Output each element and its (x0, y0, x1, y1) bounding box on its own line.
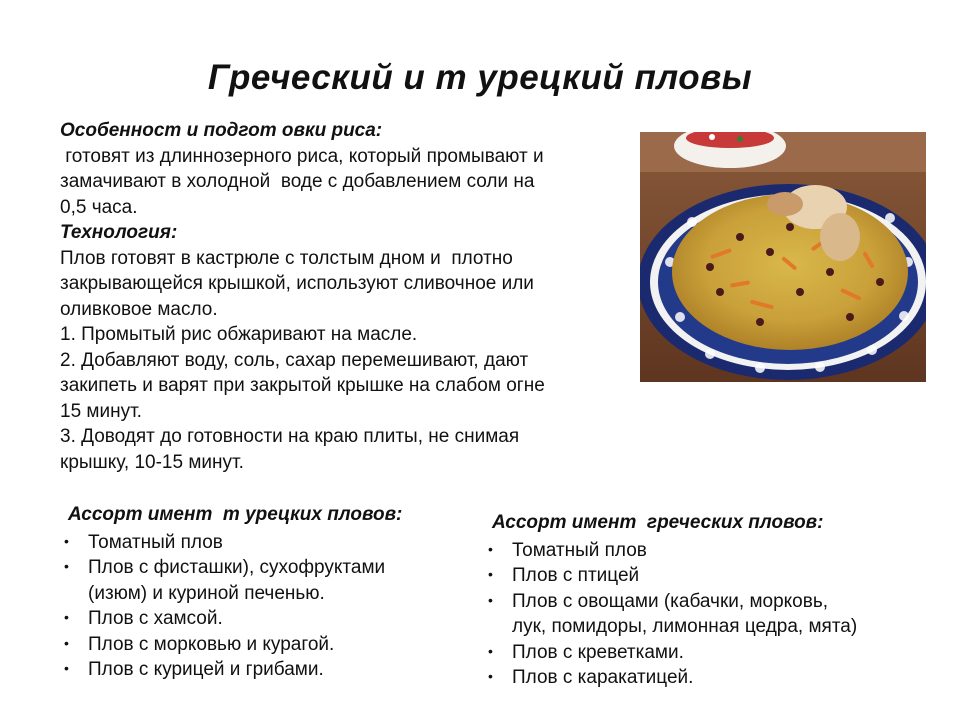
list-item (60, 606, 440, 632)
technology-step-3: 3. Доводят до готовности на краю плиты, не снимая (60, 426, 520, 447)
list-item (60, 632, 440, 658)
rice-preparation-section (60, 118, 620, 475)
list-item (484, 538, 924, 564)
list-item (484, 589, 924, 640)
list-item-text: Плов с овощами (кабачки, морковь, (512, 590, 829, 612)
list-item-text: Плов с каракатицей. (512, 667, 694, 688)
turkish-items (60, 530, 440, 683)
list-item-text: Томатный плов (512, 539, 647, 561)
turkish-list-heading: Ассорт имент т урецких пловов: (68, 504, 403, 525)
list-item (60, 530, 440, 556)
turkish-pilaf-list (60, 502, 440, 683)
bullet-icon: • (488, 642, 493, 659)
rice-heading: Особенност и подгот овки риса: (60, 120, 383, 141)
greek-pilaf-list (484, 510, 924, 691)
technology-text-line: оливковое масло. (60, 298, 218, 320)
bullet-icon: • (488, 668, 493, 684)
technology-text-line: Плов готовят в кастрюле с толстым дном и плотно (60, 247, 513, 269)
greek-items (484, 538, 924, 691)
list-item-text: Томатный плов (88, 531, 223, 553)
technology-heading: Технология: (60, 222, 178, 243)
list-item (484, 665, 924, 691)
bullet-icon: • (64, 609, 69, 625)
bullet-icon: • (64, 660, 69, 676)
bullet-icon: • (488, 591, 493, 608)
bullet-icon: • (64, 634, 69, 651)
list-item (484, 563, 924, 589)
list-item (60, 657, 440, 683)
technology-step-2-cont: 15 минут. (60, 400, 142, 422)
list-item-text: Плов с курицей и грибами. (88, 659, 324, 680)
list-item-text: (изюм) и куриной печенью. (88, 582, 325, 604)
list-item-text: Плов с фисташки), сухофруктами (88, 557, 386, 578)
list-item (60, 555, 440, 606)
bullet-icon: • (488, 540, 493, 557)
rice-text-line: замачивают в холодной воде с добавлением соли на (60, 171, 535, 192)
list-item (484, 640, 924, 666)
pilaf-plate-image (640, 132, 926, 382)
list-item-text: Плов с морковью и курагой. (88, 633, 335, 655)
rice-text-line: 0,5 часа. (60, 196, 138, 218)
technology-step-1: 1. Промытый рис обжаривают на масле. (60, 324, 418, 345)
technology-step-2: 2. Добавляют воду, соль, сахар перемешивают, дают (60, 349, 529, 371)
bullet-icon: • (488, 566, 493, 582)
rice-text-line: готовят из длиннозерного риса, который промывают и (60, 145, 544, 167)
list-item-text: Плов с креветками. (512, 641, 684, 663)
technology-text-line: закрывающейся крышкой, используют сливочное или (60, 273, 534, 294)
technology-step-2-cont: закипеть и варят при закрытой крышке на слабом огне (60, 375, 545, 396)
bullet-icon: • (64, 532, 69, 549)
pilaf-plate-photo (640, 132, 926, 382)
list-item-text: Плов с птицей (512, 565, 640, 586)
page-title: Греческий и т урецкий пловы (207, 58, 753, 97)
list-item-text: лук, помидоры, лимонная цедра, мята) (512, 616, 858, 637)
greek-list-heading: Ассорт имент греческих пловов: (492, 512, 824, 533)
technology-step-3-cont: крышку, 10-15 минут. (60, 451, 244, 473)
list-item-text: Плов с хамсой. (88, 608, 223, 629)
bullet-icon: • (64, 558, 69, 574)
